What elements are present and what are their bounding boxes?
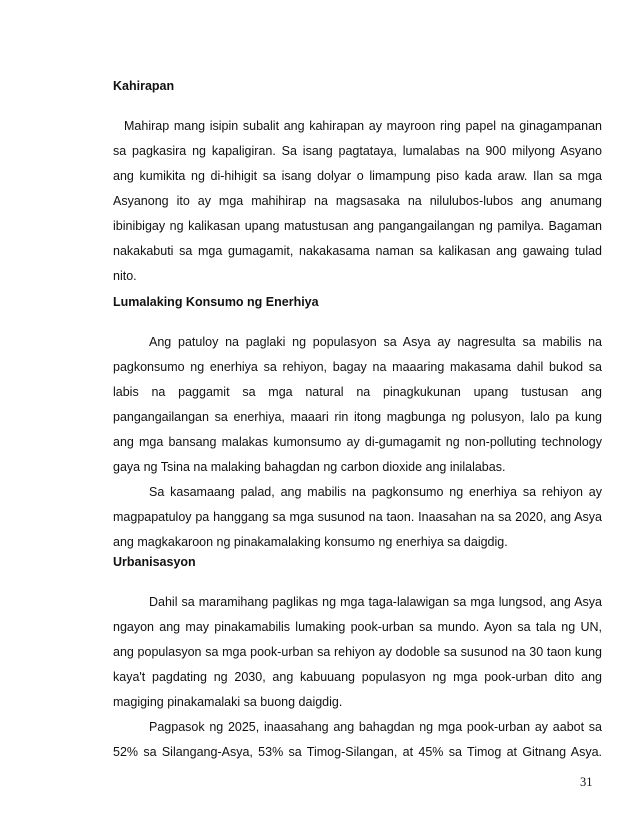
paragraph-line: Asyanong ito ay mga mahihirap na magsasaka na nilulubos-lubos ang anumang [113, 194, 602, 208]
paragraph-line: kaya't pagdating ng 2030, ang kabuuang populasyon ng mga pook-urban dito ang [113, 670, 602, 684]
paragraph-line: ang mga bansang malakas kumonsumo ay di-gumagamit ng non-polluting technology [113, 435, 602, 449]
section-heading-konsumo: Lumalaking Konsumo ng Enerhiya [113, 295, 319, 309]
paragraph-line: Pagpasok ng 2025, inaasahang ang bahagdan ng mga pook-urban ay aabot sa [149, 720, 602, 734]
section-heading-kahirapan: Kahirapan [113, 79, 175, 93]
paragraph-line: Ang patuloy na paglaki ng populasyon sa Asya ay nagresulta sa mabilis na [149, 335, 602, 349]
paragraph-line: ang kumikita ng di-hihigit sa isang dolyar o limampung piso kada araw. Ilan sa mga [113, 169, 602, 183]
paragraph-line: nakakabuti sa mga gumagamit, nakakasama naman sa kalikasan ang gawaing tulad [113, 244, 602, 258]
paragraph-line: ang populasyon sa mga pook-urban sa rehiyon ay dodoble sa susunod na 30 taon kung [113, 645, 602, 659]
paragraph-line: Mahirap mang isipin subalit ang kahirapan ay mayroon ring papel na ginagampanan [124, 119, 602, 133]
page-number: 31 [580, 775, 593, 789]
paragraph-line: sa pagkasira ng kapaligiran. Sa isang pagtataya, lumalabas na 900 milyong Asyano [113, 144, 602, 158]
paragraph-line: nito. [113, 269, 137, 283]
paragraph-line: magpapatuloy pa hanggang sa mga susunod na taon. Inaasahan na sa 2020, ang Asya [113, 510, 602, 524]
paragraph-line: pagkonsumo ng enerhiya sa rehiyon, bagay na maaaring makasama dahil bukod sa [113, 360, 602, 374]
paragraph-line: ngayon ang may pinakamabilis lumaking pook-urban sa mundo. Ayon sa tala ng UN, [113, 620, 602, 634]
paragraph-line: ang magkakaroon ng pinakamalaking konsumo ng enerhiya sa daigdig. [113, 535, 508, 549]
paragraph-line: gaya ng Tsina na malaking bahagdan ng carbon dioxide ang inilalabas. [113, 460, 506, 474]
paragraph-line: Dahil sa maramihang paglikas ng mga taga-lalawigan sa mga lungsod, ang Asya [149, 595, 602, 609]
paragraph-line: Sa kasamaang palad, ang mabilis na pagkonsumo ng enerhiya sa rehiyon ay [149, 485, 602, 499]
paragraph-line: 52% sa Silangang-Asya, 53% sa Timog-Silangan, at 45% sa Timog at Gitnang Asya. [113, 745, 602, 759]
paragraph-line: ibinibigay ng kalikasan upang matustusan ang pangangailangan ng pamilya. Bagaman [113, 219, 602, 233]
paragraph-line: labis na paggamit sa mga natural na pinagkukunan upang tustusan ang [113, 385, 602, 399]
section-heading-urbanisasyon: Urbanisasyon [113, 555, 196, 569]
paragraph-line: pangangailangan sa enerhiya, maaari rin itong magbunga ng polusyon, lalo pa kung [113, 410, 602, 424]
paragraph-line: magiging pinakamalaki sa buong daigdig. [113, 695, 343, 709]
